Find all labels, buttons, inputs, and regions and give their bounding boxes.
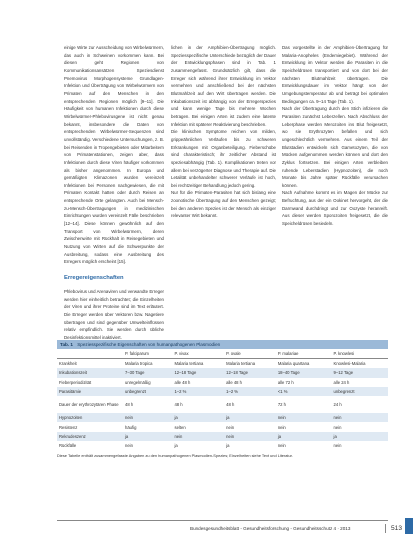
table-cell: 48 h: [226, 402, 235, 408]
footer-accent-bar: [405, 518, 413, 534]
paragraph: einige Wirte zur Ausscheidung von Wirbelwürmern, das auch in Schweinen vorkommen kann. Bei diesen geht Regionen von Kommunikationsansätzen Speziesdienst Pnemovirus Morphogensysteme Grundlagen-Infektion und Überträgung von Wirbelwürmern von Primaten auf den Menschen in den entsprechenden Regionen möglich [9–11]. Die Häufigkeit von humanen Infektionen durch diese Wirbelwürmer-Phlebovirusgene ist nicht genau bekannt, insbesondere die Daten von entsprechenden Wirbelwürmer-Sequenzen sind unvollständig. Verschiedene Untersuchungen, z. B. bei Reisenden in Tropengebieten oder Mitarbeitern von Primatenstationen, zeigen aber, dass Infektionen durch diese Viren häufiger vorkommen als bisher angenommen. In Europa und gemäßigten Klimazonen wurden vereinzelt Infektionen bei Personen nachgewiesen, die mit Primaten Kontakt hatten oder durch Reisen an entsprechende Orte gelangten. Auch bei Mensch-zu-Mensch-Übertragungen in medizinischen Einrichtungen wurden vereinzelt Fälle beschrieben [12–14]. Diese können gewöhnlich auf den Transport von Wirbelwürmern, deren Zwischenwirte mit Rückhalt in Reisegebieten und Nutzung von Wirten auf die Schwerpunkte der Ausbreitung, sodass eine Ausbreitung des Erregers möglich erscheint [15].: [64, 45, 164, 265]
table-row-label: Hypnozoiten: [57, 413, 123, 422]
paragraph: Die klinischen Symptome reichen von milden, grippeähnlichen Verläufen bis zu schweren Erkrankungen mit Organbeteiligung. Fieberschübe sind charakteristisch; ihr zeitlicher Abstand ist speziesabhängig (Tab. 1). Komplikationen treten vor allem bei verzögerter Diagnose und Therapie auf. Die Letalität unbehandelter schwerer Verläufe ist hoch, bei rechtzeitiger Behandlung jedoch gering.: [171, 129, 276, 188]
table-cell: Malaria tertiana: [174, 361, 204, 367]
table-cell: unbegrenzt: [123, 387, 172, 396]
table-cell: nein: [332, 413, 388, 422]
paragraph: Nach der Übertragung durch den Stich infizieren die Parasiten zunächst Leberzellen. Nach Abschluss der Leberphase werden Merozoiten ins Blut freigesetzt, wo sie Erythrozyten befallen und sich ungeschlechtlich vermehren. Aus einem Teil der Blutstadien entwickeln sich Gametozyten, die von Mücken aufgenommen werden können und dort den Zyklus fortsetzen. Bei einigen Arten verbleiben ruhende Leberstadien (Hypnozoiten), die noch Monate bis Jahre später Rückfälle verursachen können.: [282, 106, 388, 188]
table-row: [57, 422, 388, 431]
table-cell: ja: [332, 432, 388, 441]
table-cell: ja: [276, 432, 332, 441]
table-cell: 24 h: [333, 402, 342, 408]
table-caption: [57, 340, 388, 349]
table-cell: 7–30 Tage: [123, 368, 172, 377]
table-cell: alle 72 h: [277, 379, 294, 385]
table-cell: unregelmäßig: [125, 379, 151, 385]
table-row: [57, 396, 388, 413]
paragraph: Das vorgestellte in der Amphibien-Übertragung für Malaria-Anopheles (Endemiegebiet). Während der Entwicklung im Vektor werden die Parasiten in die Speicheldrüsen transportiert und von dort bei der nächsten Blutmahlzeit übertragen. Die Entwicklungsdauer im Vektor hängt von der Umgebungstemperatur ab und beträgt bei optimalen Bedingungen ca. 9–14 Tage (Tab. 1).: [282, 45, 388, 104]
table-cell: nein: [125, 443, 133, 449]
table-cell: 1–2 %: [224, 387, 276, 396]
table-cell: Malaria tropica: [125, 361, 153, 367]
table-row-label: Parasitämie: [57, 387, 123, 396]
table-cell: 9–12 Tage: [332, 368, 388, 377]
data-table-block: [57, 340, 388, 459]
table-cell: nein: [333, 424, 342, 430]
page-number: 513: [391, 525, 403, 532]
table-cell: häufig: [125, 424, 137, 430]
table-header-cell: P. vivax: [172, 349, 224, 359]
table-row: [57, 387, 388, 396]
table-cell: <1 %: [276, 387, 332, 396]
table-row-label: Fieberperiodizität: [59, 379, 92, 385]
table-cell: nein: [276, 413, 332, 422]
table-cell: unbegrenzt: [332, 387, 388, 396]
table-cell: ja: [226, 443, 230, 449]
table-cell: 1–2 %: [172, 387, 224, 396]
table-cell: Malaria quartana: [277, 361, 310, 367]
table-cell: 72 h: [277, 402, 286, 408]
table-header-cell: [57, 349, 123, 359]
table-cell: alle 48 h: [226, 379, 242, 385]
text-column-1: [64, 44, 164, 342]
table-cell: nein: [172, 432, 224, 441]
table-footnote: Diese Tabelle enthält zusammengefasste Angaben zu den humanpathogenen Plasmodien-Spezies; Einzelheiten siehe Text und Literatur.: [57, 453, 293, 459]
table-header-cell: P. ovale: [224, 349, 276, 359]
table-cell: alle 24 h: [333, 379, 350, 385]
table-cell: nein: [224, 432, 276, 441]
paragraph: lichen in der Amphibien-Übertragung möglich. Speziesspezifische Unterschiede bezüglich der Dauer der Entwicklungsphasen sind in Tab. 1 zusammengefasst. Grundsätzlich gilt, dass die Erreger sich während ihrer Entwicklung im Vektor vermehren und anschließend bei der nächsten Blutmahlzeit auf den Wirt übertragen werden. Die Inkubationszeit ist abhängig von der Erregerspezies und kann wenige Tage bis mehrere Wochen betragen. Bei einigen Arten ist zudem eine latente Infektion mit späterer Reaktivierung beschrieben.: [171, 45, 276, 127]
table-cell: nein: [226, 424, 235, 430]
table-row: [57, 378, 388, 387]
footer-divider: [57, 520, 388, 521]
paragraph: Nur für die Primaten-Parasiten hat sich bislang eine zoonotische Übertragung auf den Menschen gezeigt; bei den anderen Spezies ist der Mensch als einziger relevanter Wirt bekannt.: [171, 190, 276, 219]
table-caption-text: Speziesspezifische Eigenschaften von humanpathogenen Plasmodien: [77, 342, 221, 347]
table-cell: 18–40 Tage: [276, 368, 332, 377]
text-column-2: [171, 44, 276, 220]
table-row: [57, 359, 388, 369]
table-row: [57, 368, 388, 377]
paragraph: Phlebovirus und Arenaviren und verwandte Erreger werden hier einheitlich betrachtet; die Einzelheiten der Viren und ihrer Proteine sind im Text erläutert. Die Erreger werden über Vektoren bzw. Nagetiere übertragen und sind gegenüber Umwelteinflüssen relativ empfindlich. Sie werden durch übliche Desinfektionsmittel inaktiviert.: [64, 289, 164, 340]
table-header-cell: P. knowlesi: [332, 349, 388, 359]
journal-footer: Bundesgesundheitsblatt - Gesundheitsforschung - Gesundheitsschutz 4 · 2013: [190, 526, 351, 531]
table-cell: 48 h: [125, 402, 134, 408]
table-label: Tab. 1: [60, 342, 73, 347]
table-cell: ja: [224, 413, 276, 422]
table-cell: nein: [123, 413, 172, 422]
table-body: [57, 359, 388, 451]
paragraph: Nach Aufnahme kommt es im Magen der Mücke zur Befruchtung, aus der ein Ookinet hervorgeht, der die Darmwand durchdringt und zur Oozyste heranreift. Aus dieser werden Sporozoiten freigesetzt, die die Speicheldrüsen besiedeln.: [282, 190, 388, 227]
table-row-label: Rückfälle: [59, 443, 77, 449]
table-cell: Malaria tertiana: [226, 361, 256, 367]
table-cell: selten: [174, 424, 186, 430]
table-row-label: Rekrudeszenz: [57, 432, 123, 441]
table-cell: 12–18 Tage: [224, 368, 276, 377]
data-table: [57, 349, 388, 450]
table-row-label: Inkubationszeit: [57, 368, 123, 377]
table-cell: nein: [277, 443, 286, 449]
table-cell: ja: [174, 443, 178, 449]
table-cell: nein: [333, 443, 342, 449]
table-row: [57, 413, 388, 422]
section-heading: Erregereigenschaften: [64, 275, 124, 282]
table-cell: ja: [123, 432, 172, 441]
table-row-label: Krankheit: [59, 361, 77, 367]
table-cell: ja: [172, 413, 224, 422]
table-row: [57, 432, 388, 441]
table-cell: alle 48 h: [174, 379, 191, 385]
table-row-label: Dauer der erythrozytären Phase: [59, 402, 119, 408]
text-column-3: [282, 44, 388, 228]
table-cell: nein: [277, 424, 286, 430]
table-header-cell: P. malariae: [276, 349, 332, 359]
table-header-row: [57, 349, 388, 359]
table-row: [57, 441, 388, 450]
table-cell: Knowlesi-Malaria: [333, 361, 366, 367]
table-header-cell: P. falciparum: [123, 349, 172, 359]
table-cell: 48 h: [174, 402, 183, 408]
table-row-label: Resistenz: [59, 424, 78, 430]
table-cell: 12–18 Tage: [172, 368, 224, 377]
footer-separator: [385, 524, 386, 533]
